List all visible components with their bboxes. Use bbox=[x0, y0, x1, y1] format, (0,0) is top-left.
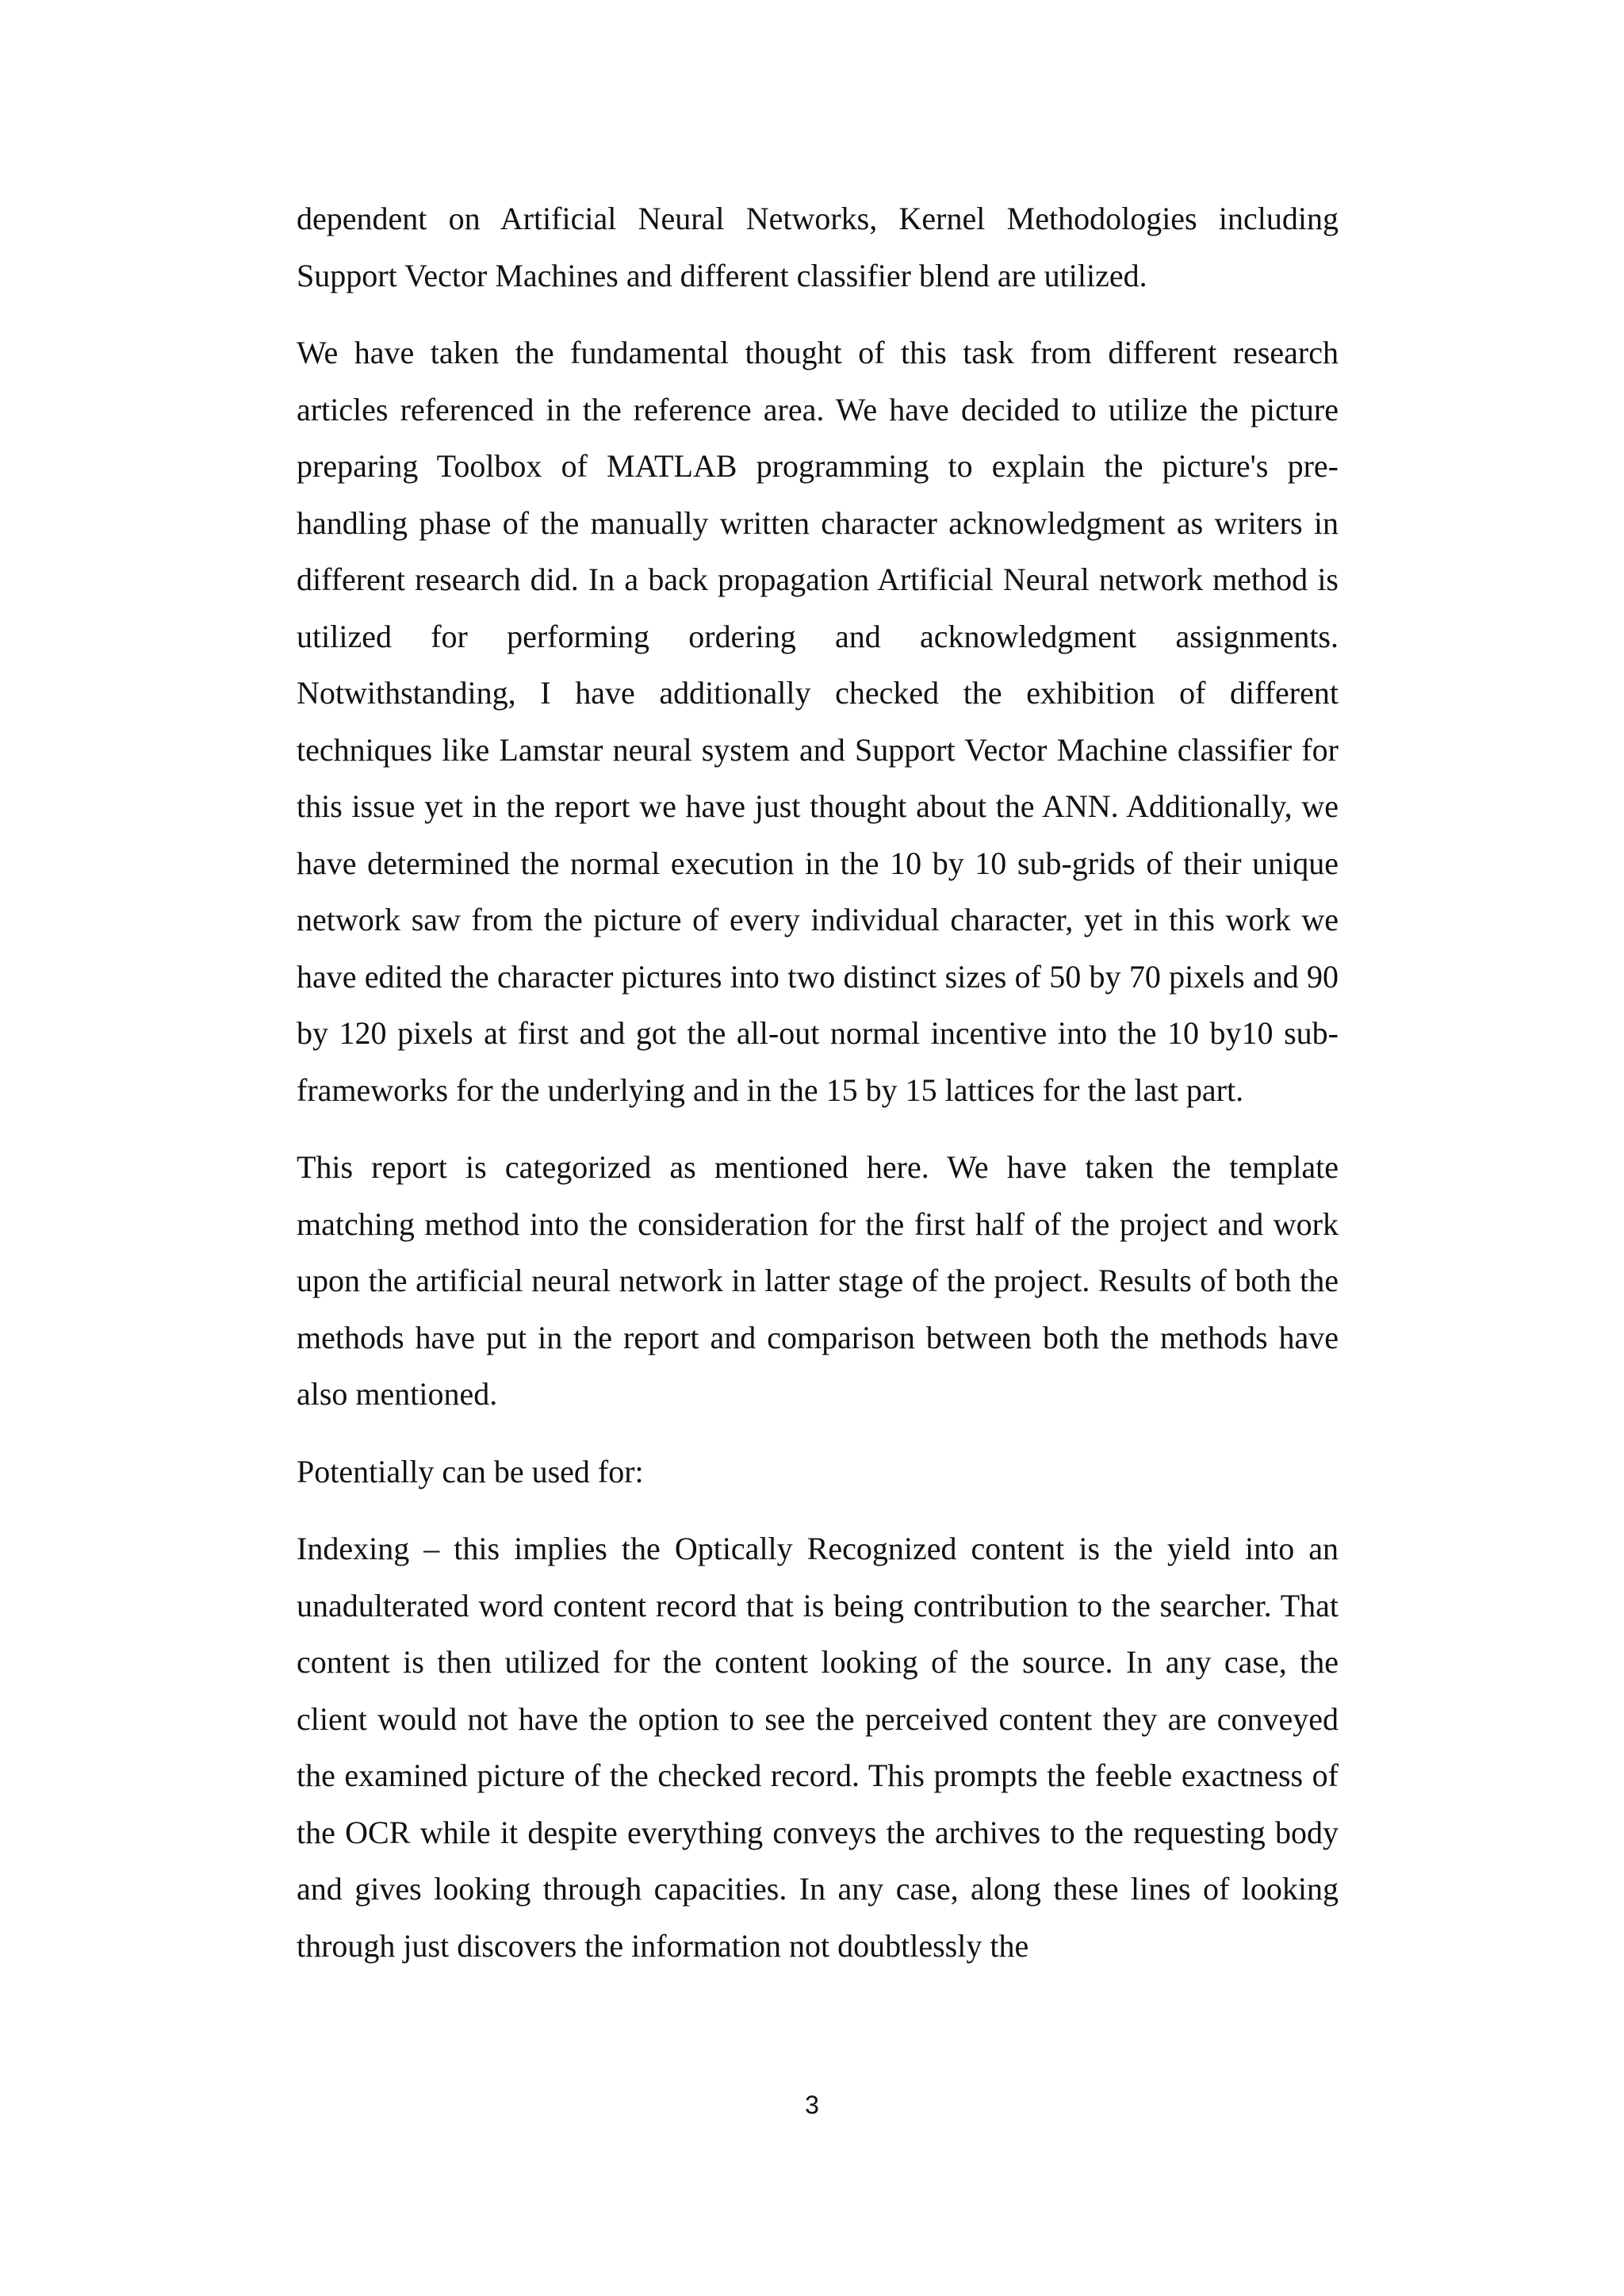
page-number: 3 bbox=[805, 2091, 819, 2119]
paragraph-3: This report is categorized as mentioned here. We have taken the template matching method into the consideration for the first half of the project and work upon the artificial neural network in latter stage of the project. Results of both the methods have put in the report and comparison between both the methods have also mentioned. bbox=[297, 1149, 1339, 1412]
paragraph-5: Indexing – this implies the Optically Recognized content is the yield into an unadulterated word content record that is being contribution to the searcher. That content is then utilized for the content looking of the source. In any case, the client would not have the option to see the perceived content they are conveyed the examined picture of the checked record. This prompts the feeble exactness of the OCR while it despite everything conveys the archives to the requesting body and gives looking through capacities. In any case, along these lines of looking through just discovers the information not doubtlessly the bbox=[297, 1531, 1339, 1964]
document-body bbox=[297, 190, 1339, 1995]
paragraph-4: Potentially can be used for: bbox=[297, 1453, 644, 1489]
paragraph-1: dependent on Artificial Neural Networks, Kernel Methodologies including Support Vector Machines and different classifier blend are utilized. bbox=[297, 201, 1339, 293]
paragraph-2: We have taken the fundamental thought of this task from different research articles referenced in the reference area. We have decided to utilize the picture preparing Toolbox of MATLAB programming to explain the picture's pre-handling phase of the manually written character acknowledgment as writers in different research did. In a back propagation Artificial Neural network method is utilized for performing ordering and acknowledgment assignments. Notwithstanding, I have additionally checked the exhibition of different techniques like Lamstar neural system and Support Vector Machine classifier for this issue yet in the report we have just thought about the ANN. Additionally, we have determined the normal execution in the 10 by 10 sub-grids of their unique network saw from the picture of every individual character, yet in this work we have edited the character pictures into two distinct sizes of 50 by 70 pixels and 90 by 120 pixels at first and got the all-out normal incentive into the 10 by10 sub-frameworks for the underlying and in the 15 by 15 lattices for the last part. bbox=[297, 335, 1339, 1108]
